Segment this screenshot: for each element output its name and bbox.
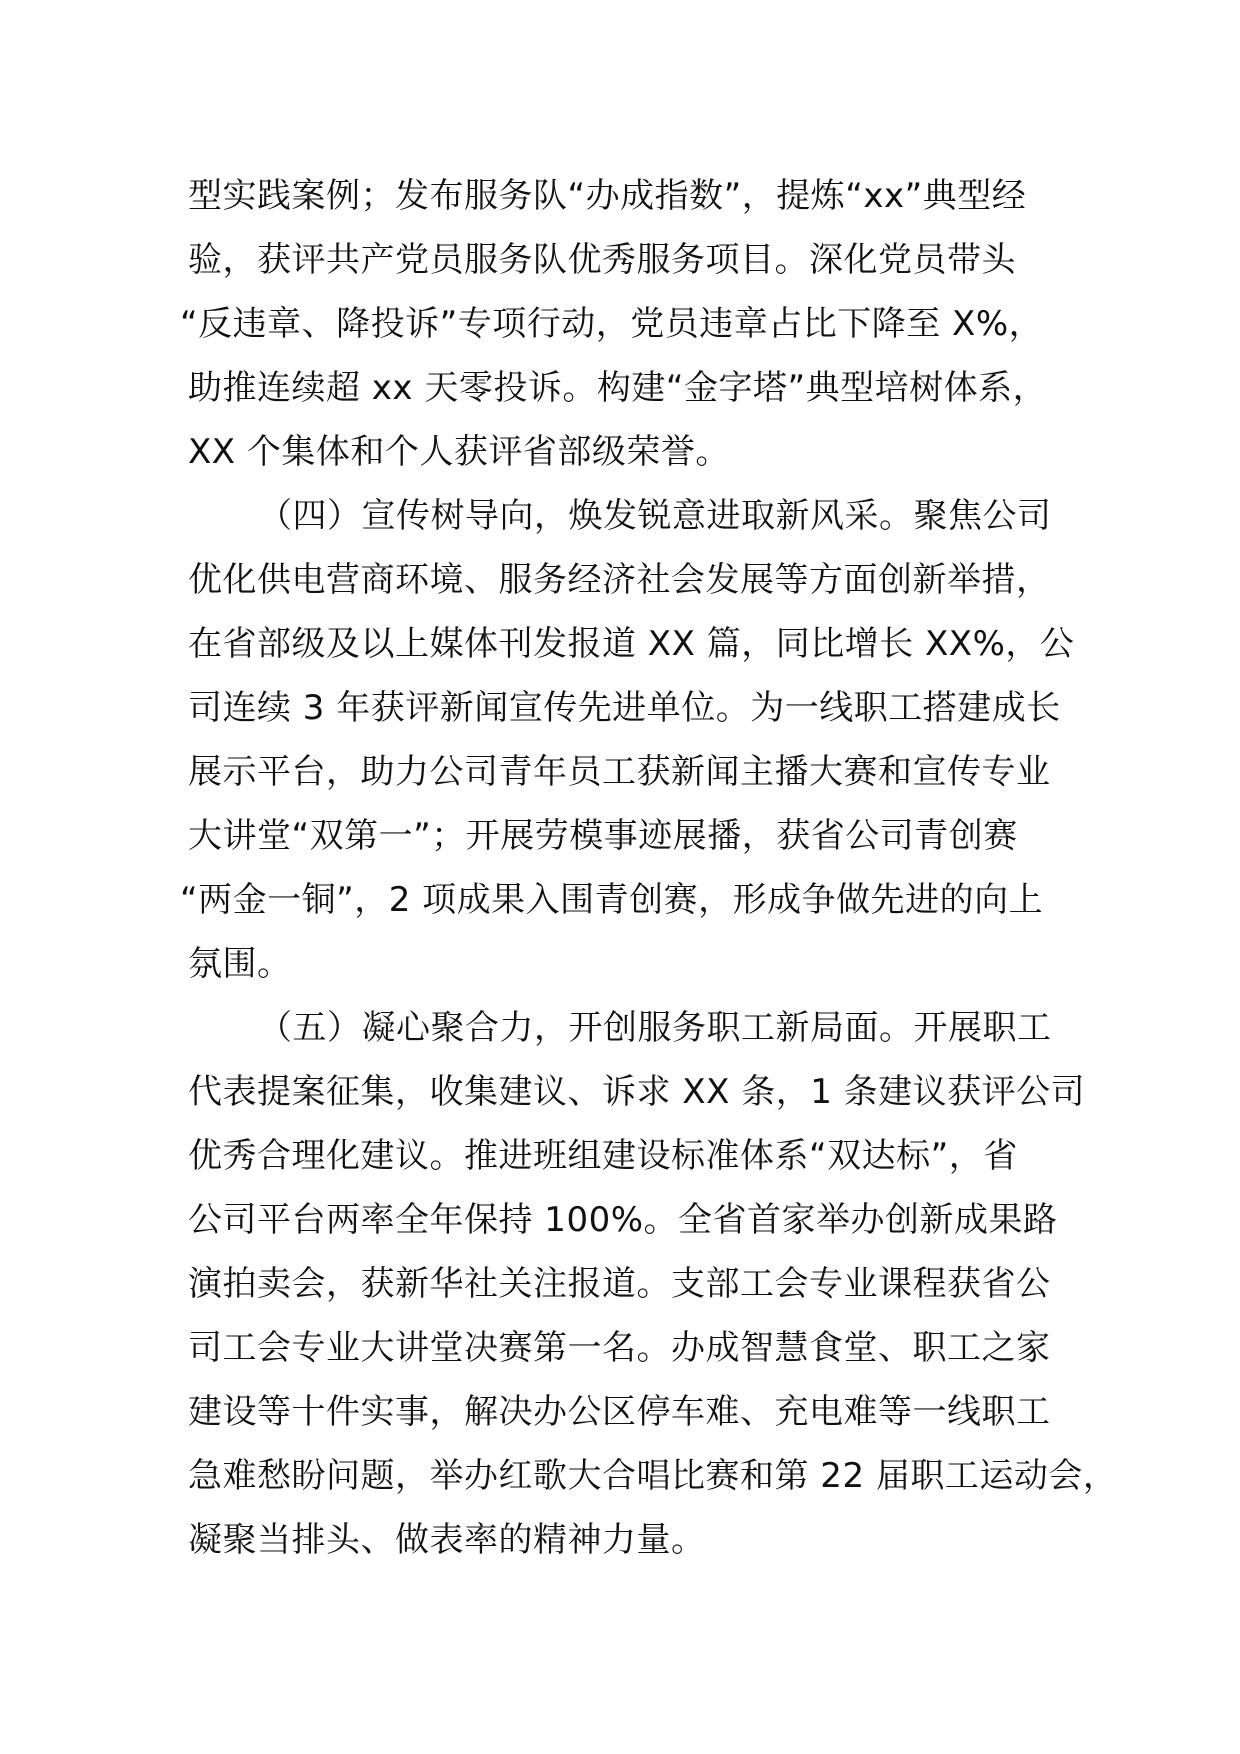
paragraph-1-line-5: XX 个集体和个人获评省部级荣誉。 xyxy=(188,432,730,472)
paragraph-2-line-2: 优化供电营商环境、服务经济社会发展等方面创新举措， xyxy=(188,560,1051,600)
paragraph-3-heading-line: （五）凝心聚合力，开创服务职工新局面。开展职工 xyxy=(258,1008,1052,1048)
paragraph-1-line-3: “反违章、降投诉”专项行动，党员违章占比下降至 X%， xyxy=(180,304,1044,344)
paragraph-2-heading-line: （四）宣传树导向，焕发锐意进取新风采。聚焦公司 xyxy=(258,496,1052,536)
paragraph-3-line-6: 司工会专业大讲堂决赛第一名。办成智慧食堂、职工之家 xyxy=(188,1328,1051,1368)
paragraph-3-line-4: 公司平台两率全年保持 100%。全省首家举办创新成果路 xyxy=(188,1200,1058,1240)
paragraph-3-line-5: 演拍卖会，获新华社关注报道。支部工会专业课程获省公 xyxy=(188,1264,1051,1304)
paragraph-3-line-2: 代表提案征集，收集建议、诉求 XX 条，1 条建议获评公司 xyxy=(188,1072,1086,1112)
paragraph-2-line-3: 在省部级及以上媒体刊发报道 XX 篇，同比增长 XX%，公 xyxy=(188,624,1075,664)
paragraph-1-line-2: 验，获评共产党员服务队优秀服务项目。深化党员带头 xyxy=(188,240,1016,280)
paragraph-2-line-7: “两金一铜”，2 项成果入围青创赛，形成争做先进的向上 xyxy=(180,880,1044,920)
paragraph-3-line-7: 建设等十件实事，解决办公区停车难、充电难等一线职工 xyxy=(188,1392,1051,1432)
paragraph-2-line-6: 大讲堂“双第一”；开展劳模事迹展播，获省公司青创赛 xyxy=(188,816,1018,856)
paragraph-2-line-8: 氛围。 xyxy=(188,944,292,984)
paragraph-3-line-9: 凝聚当排头、做表率的精神力量。 xyxy=(188,1520,706,1560)
paragraph-2-line-4: 司连续 3 年获评新闻宣传先进单位。为一线职工搭建成长 xyxy=(188,688,1061,728)
document-body xyxy=(180,164,1118,1572)
paragraph-3-line-8: 急难愁盼问题，举办红歌大合唱比赛和第 22 届职工运动会， xyxy=(188,1456,1118,1496)
paragraph-1-line-4: 助推连续超 xx 天零投诉。构建“金字塔”典型培树体系， xyxy=(188,368,1048,408)
paragraph-2-line-5: 展示平台，助力公司青年员工获新闻主播大赛和宣传专业 xyxy=(188,752,1051,792)
paragraph-1-line-1: 型实践案例；发布服务队“办成指数”，提炼“xx”典型经 xyxy=(188,176,1027,216)
paragraph-3-line-3: 优秀合理化建议。推进班组建设标准体系“双达标”，省 xyxy=(188,1136,1018,1176)
